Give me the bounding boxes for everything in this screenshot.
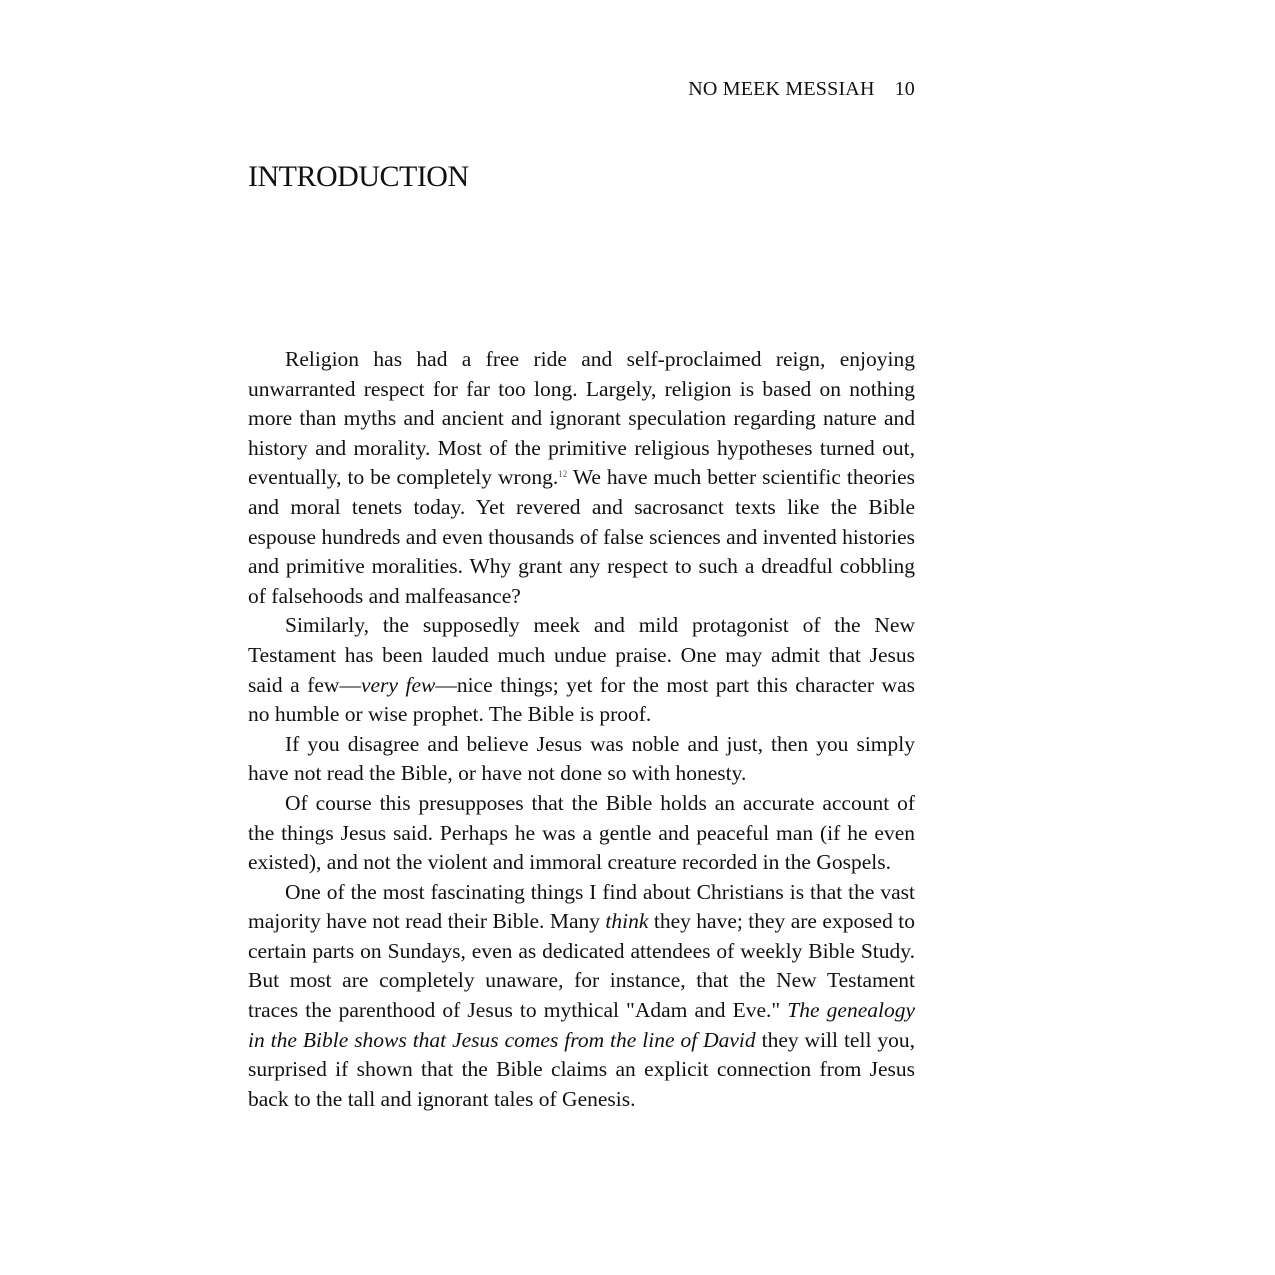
paragraph-1-text-b: We have much better scientific theories and moral tenets today. Yet revered and sacrosanct texts like the Bible espouse hundreds and even thousands of false sciences and invented histories and primitive moralities. Why grant any respect to such a dreadful cobbling of falsehoods and malfeasance? [248, 465, 915, 608]
chapter-title: INTRODUCTION [248, 160, 469, 193]
running-header [688, 78, 915, 101]
paragraph-1-text-a: Religion has had a free ride and self-proclaimed reign, enjoying unwarranted respect for far too long. Largely, religion is based on nothing more than myths and ancient and ignorant speculation regarding nature and history and morality. Most of the primitive religious hypotheses turned out, eventually, to be completely wrong. [248, 347, 915, 490]
paragraph-5-text-a: One of the most fascinating things I find about Christians is that the vast majority have not read their Bible. Many [248, 879, 915, 934]
paragraph-2-emphasis: very few [360, 672, 436, 697]
paragraph-2-text-a: Similarly, the supposedly meek and mild protagonist of the New Testament has been lauded much undue praise. One may admit that Jesus said a few— [248, 613, 915, 697]
paragraph-5 [248, 878, 915, 1115]
paragraph-3: If you disagree and believe Jesus was noble and just, then you simply have not read the Bible, or have not done so with honesty. [248, 731, 915, 786]
page-number: 10 [894, 78, 915, 100]
body-text [248, 345, 915, 1114]
paragraph-4: Of course this presupposes that the Bible holds an accurate account of the things Jesus said. Perhaps he was a gentle and peaceful man (if he even existed), and not the violent and immoral creature recorded in the Gospels. [248, 790, 915, 875]
paragraph-2 [248, 611, 915, 729]
paragraph-5-emphasis-2: The genealogy in the Bible shows that Jesus comes from the line of David [248, 998, 915, 1052]
footnote-marker[interactable]: 12 [558, 469, 568, 480]
paragraph-5-emphasis-1: think [605, 909, 649, 934]
book-title: NO MEEK MESSIAH [688, 78, 875, 100]
paragraph-5-text-c: they will tell you, surprised if shown that the Bible claims an explicit connection from Jesus back to the tall and ignorant tales of Genesis. [248, 1027, 915, 1111]
paragraph-5-text-b: they have; they are exposed to certain parts on Sundays, even as dedicated attendees of weekly Bible Study. But most are completely unaware, for instance, that the New Testament traces the parenthood of Jesus to mythical "Adam and Eve." [248, 909, 916, 1023]
paragraph-2-text-b: —nice things; yet for the most part this character was no humble or wise prophet. The Bible is proof. [248, 672, 915, 727]
paragraph-1 [248, 345, 915, 611]
